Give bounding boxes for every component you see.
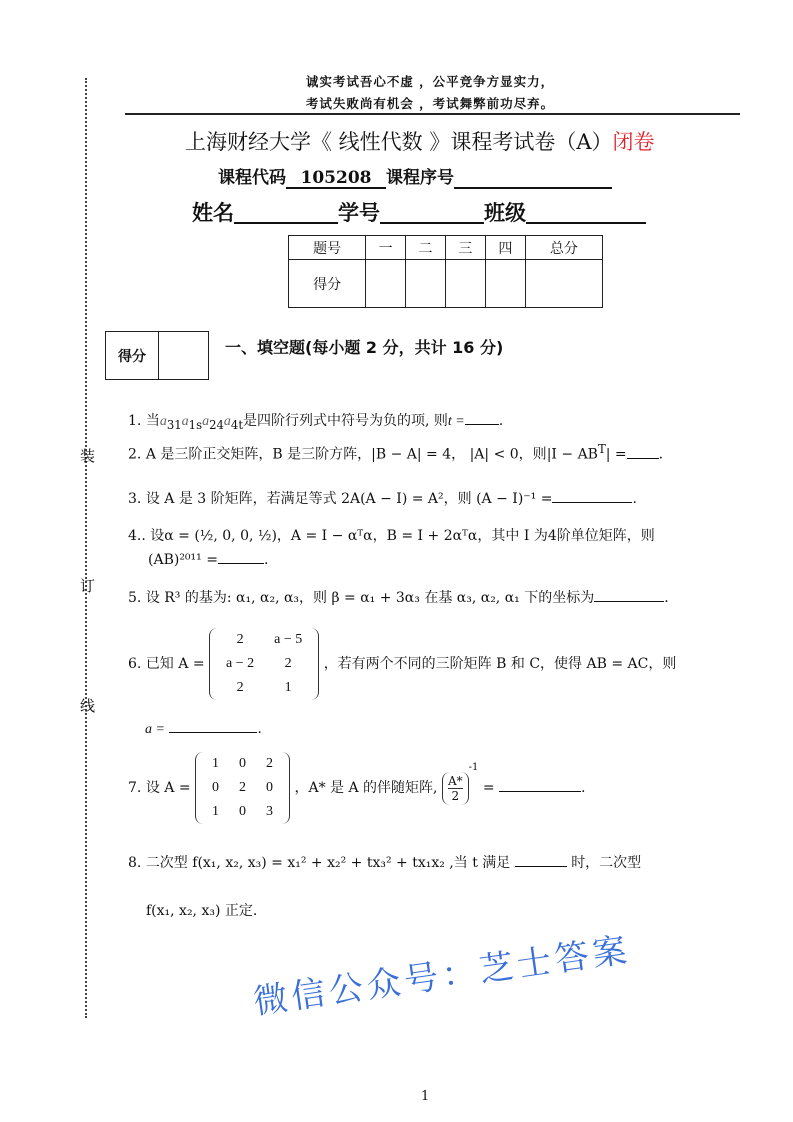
section-score-cell[interactable] [159,332,209,380]
score-header: 题号 [289,236,366,260]
binding-char: 订 [80,577,96,595]
course-code-label: 课程代码 [218,168,286,188]
course-seq-field[interactable] [454,169,612,189]
class-field[interactable] [526,204,646,224]
question-6-line2: a = . [145,721,262,737]
question-2: 2. A 是三阶正交矩阵，B 是三阶方阵，|B − A| = 4， |A| < 0，则$|I - AB^T|$ = . [128,442,664,463]
watermark: 微信公众号：芝士答案 [251,930,633,1023]
score-cell[interactable] [525,260,602,308]
matrix-6: 2 a − 5 a − 2 2 2 1 [209,628,319,700]
name-field[interactable] [234,204,338,224]
header-rule [125,113,740,115]
title-text: 上海财经大学《 线性代数 》课程考试卷（A） [185,130,613,154]
course-code-field: 105208 [286,169,386,189]
score-cell[interactable] [406,260,446,308]
question-7: 7. 设 A = 1 0 2 0 2 0 1 0 3 ，A* 是 A 的伴随矩阵, $\frac{A*}{2}$ $^{-1}$ = . [128,752,585,824]
score-row-label: 得分 [289,260,366,308]
section-score-label: 得分 [106,332,159,380]
class-label: 班级 [484,200,526,225]
score-header: 四 [485,236,525,260]
binding-char: 装 [80,447,96,465]
question-5: 5. 设 R³ 的基为: α₁, α₂, α₃，则 β = α₁ + 3α₃ 在基 α₃, α₂, α₁ 下的坐标为 . [128,590,669,606]
question-8-line2: f(x₁, x₂, x₃) 正定. [146,903,258,919]
student-line [192,197,646,227]
page-number: 1 [421,1089,430,1104]
score-cell[interactable] [485,260,525,308]
binding-dotted-line [85,78,87,1018]
section-title: 一、填空题(每小题 2 分，共计 16 分) [225,338,504,357]
score-cell[interactable] [445,260,485,308]
motto-line: 考试失败尚有机会 ，考试舞弊前功尽弃。 [305,96,555,111]
question-4: 4.. 设α = (½, 0, 0, ½)，A = I − αᵀα，B = I + 2αᵀα，其中 I 为4阶单位矩阵，则 [128,528,655,544]
score-header: 三 [445,236,485,260]
question-1: 1. 当$a_{31}a_{1s}a_{24}a_{4t}$是四阶行列式中符号为负的项, 则t = . [128,413,504,432]
motto-line: 诚实考试吾心不虚 ，公平竞争方显实力， [305,74,555,89]
binding-char: 线 [80,697,96,715]
score-header: 总分 [525,236,602,260]
matrix-7: 1 0 2 0 2 0 1 0 3 [195,752,290,824]
question-3: 3. 设 A 是 3 阶矩阵，若满足等式 2A(A − I) = A²，则 (A − I)⁻¹ = . [128,491,637,507]
question-4-line2: (AB)²⁰¹¹ = . [148,552,269,568]
id-label: 学号 [338,200,380,225]
course-line [218,163,612,189]
question-6: 6. 已知 A = 2 a − 5 a − 2 2 2 1 ，若有两个不同的三阶矩阵 B 和 C，使得 AB = AC，则 [128,628,676,700]
question-8: 8. 二次型 f(x₁, x₂, x₃) = x₁² + x₂² + tx₃² + tx₁x₂ ,当 t 满足 时，二次型 [128,855,642,871]
id-field[interactable] [380,204,484,224]
course-seq-label: 课程序号 [386,168,454,188]
score-header: 一 [366,236,406,260]
exam-title [185,126,655,156]
section-score-box [105,331,209,380]
closed-book-label: 闭卷 [612,130,655,154]
name-label: 姓名 [192,200,234,225]
score-header: 二 [406,236,446,260]
score-cell[interactable] [366,260,406,308]
score-table [288,235,603,308]
